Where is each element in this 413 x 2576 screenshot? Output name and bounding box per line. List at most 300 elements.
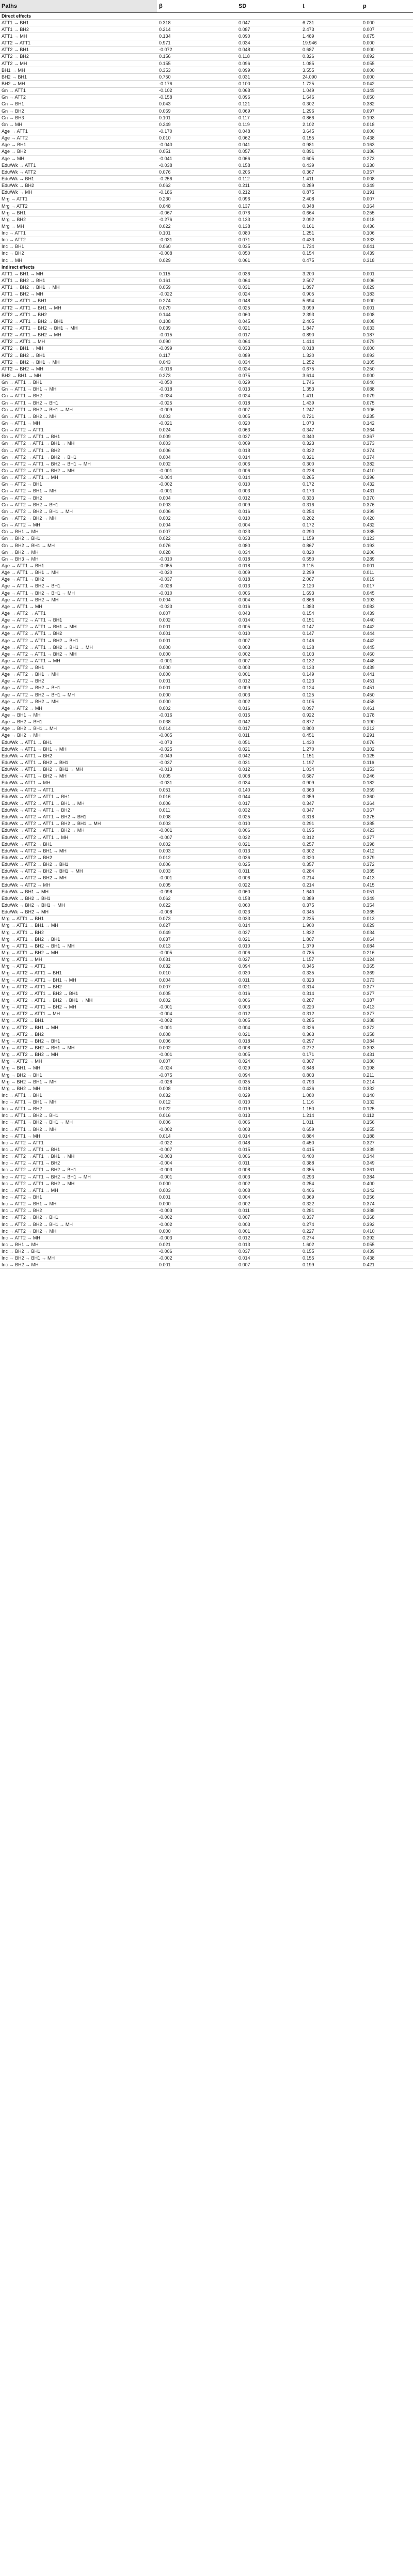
p-cell: 0.142: [361, 420, 413, 427]
path-cell: ATT2 → ATT1 → BH2 → MH: [0, 332, 157, 338]
p-cell: 0.442: [361, 637, 413, 644]
sd-cell: 0.018: [236, 576, 300, 583]
table-row: [0, 135, 413, 142]
table-row: [0, 787, 413, 794]
sd-cell: 0.094: [236, 963, 300, 970]
sd-cell: 0.003: [236, 488, 300, 494]
sd-cell: 0.031: [236, 284, 300, 291]
beta-cell: 0.115: [157, 271, 236, 277]
sd-cell: 0.087: [236, 26, 300, 33]
beta-cell: -0.013: [157, 766, 236, 773]
sd-cell: 0.011: [236, 1207, 300, 1214]
path-cell: Age → BH2 → BH1 → MH: [0, 725, 157, 732]
beta-cell: -0.002: [157, 1221, 236, 1228]
path-cell: ATT2 → ATT1 → BH2: [0, 312, 157, 318]
beta-cell: 0.003: [157, 848, 236, 855]
path-cell: Mrg → ATT2 → BH1 → MH: [0, 1024, 157, 1031]
path-cell: Inc → ATT1: [0, 230, 157, 237]
p-cell: 0.106: [361, 407, 413, 413]
t-cell: 1.414: [300, 338, 361, 345]
t-cell: 1.251: [300, 230, 361, 237]
beta-cell: -0.158: [157, 94, 236, 101]
beta-cell: 0.049: [157, 929, 236, 936]
sd-cell: 0.069: [236, 107, 300, 114]
p-cell: 0.332: [361, 1085, 413, 1092]
path-cell: Gn → ATT2 → ATT1 → BH2: [0, 447, 157, 454]
p-cell: 0.216: [361, 950, 413, 956]
path-cell: ATT2 → MH: [0, 60, 157, 67]
table-row: [0, 468, 413, 474]
p-cell: 0.083: [361, 603, 413, 610]
path-cell: Inc → BH2 → BH1: [0, 1248, 157, 1255]
table-row: [0, 692, 413, 699]
t-cell: 1.197: [300, 759, 361, 766]
beta-cell: 0.000: [157, 1201, 236, 1207]
path-cell: ATT1 → BH2 → MH: [0, 291, 157, 298]
sd-cell: 0.012: [236, 766, 300, 773]
table-row: [0, 87, 413, 94]
sd-cell: 0.119: [236, 121, 300, 128]
t-cell: 5.694: [300, 298, 361, 304]
beta-cell: 0.005: [157, 990, 236, 997]
t-cell: 1.725: [300, 81, 361, 87]
sd-cell: 0.004: [236, 597, 300, 603]
sd-cell: 0.071: [236, 237, 300, 243]
path-cell: Age → BH2: [0, 148, 157, 155]
sd-cell: 0.006: [236, 589, 300, 596]
beta-cell: -0.002: [157, 1255, 236, 1262]
p-cell: 0.412: [361, 848, 413, 855]
p-cell: 0.349: [361, 182, 413, 189]
t-cell: 1.320: [300, 352, 361, 359]
sd-cell: 0.009: [236, 685, 300, 691]
p-cell: 0.093: [361, 352, 413, 359]
p-cell: 0.377: [361, 990, 413, 997]
beta-cell: 0.155: [157, 60, 236, 67]
sd-cell: 0.024: [236, 291, 300, 298]
path-cell: Edu/Wk → ATT1 → BH2 → BH1 → MH: [0, 766, 157, 773]
table-row: [0, 182, 413, 189]
p-cell: 0.370: [361, 494, 413, 501]
p-cell: 0.106: [361, 230, 413, 237]
t-cell: 1.214: [300, 1112, 361, 1119]
beta-cell: -0.025: [157, 400, 236, 407]
sd-cell: 0.022: [236, 882, 300, 889]
sd-cell: 0.008: [236, 1167, 300, 1173]
sd-cell: 0.006: [236, 461, 300, 468]
t-cell: 0.172: [300, 481, 361, 488]
table-row: [0, 1181, 413, 1187]
table-row: [0, 658, 413, 664]
table-row: [0, 841, 413, 848]
header-paths: Paths: [0, 0, 157, 13]
table-row: [0, 807, 413, 814]
sd-cell: 0.118: [236, 53, 300, 60]
path-cell: Inc → BH1: [0, 243, 157, 250]
beta-cell: -0.176: [157, 81, 236, 87]
path-cell: Inc → ATT2 → ATT1 → BH2 → BH1: [0, 1167, 157, 1173]
p-cell: 0.357: [361, 169, 413, 176]
table-row: [0, 814, 413, 820]
path-cell: Edu/Wk → BH1 → MH: [0, 889, 157, 895]
table-row: [0, 1207, 413, 1214]
p-cell: 0.007: [361, 196, 413, 203]
p-cell: 0.410: [361, 1228, 413, 1235]
p-cell: 0.393: [361, 1045, 413, 1051]
p-cell: 0.376: [361, 502, 413, 508]
t-cell: 0.659: [300, 1126, 361, 1133]
beta-cell: 0.005: [157, 773, 236, 780]
path-cell: Inc → ATT1 → MH: [0, 1133, 157, 1140]
path-cell: Age → ATT2 → MH: [0, 705, 157, 712]
t-cell: 0.173: [300, 488, 361, 494]
table-row: [0, 583, 413, 589]
t-cell: 0.433: [300, 237, 361, 243]
p-cell: 0.354: [361, 902, 413, 909]
beta-cell: -0.003: [157, 1235, 236, 1242]
t-cell: 1.640: [300, 889, 361, 895]
t-cell: 0.149: [300, 671, 361, 678]
table-row: [0, 759, 413, 766]
beta-cell: 0.002: [157, 841, 236, 848]
table-row: [0, 699, 413, 705]
p-cell: 0.451: [361, 685, 413, 691]
sd-cell: 0.080: [236, 542, 300, 549]
path-cell: Mrg → MH: [0, 223, 157, 230]
sd-cell: 0.021: [236, 936, 300, 943]
path-cell: Mrg → BH1 → MH: [0, 1065, 157, 1072]
p-cell: 0.064: [361, 936, 413, 943]
table-row: [0, 1221, 413, 1228]
beta-cell: -0.010: [157, 589, 236, 596]
p-cell: 0.001: [361, 563, 413, 569]
beta-cell: 0.048: [157, 203, 236, 209]
sd-cell: 0.025: [236, 305, 300, 312]
t-cell: 0.272: [300, 1045, 361, 1051]
beta-cell: 0.062: [157, 182, 236, 189]
beta-cell: -0.022: [157, 291, 236, 298]
p-cell: 0.339: [361, 1146, 413, 1153]
sd-cell: 0.005: [236, 1051, 300, 1058]
table-row: [0, 26, 413, 33]
path-cell: Inc → ATT2 → ATT1 → BH2 → MH: [0, 1181, 157, 1187]
table-row: [0, 67, 413, 74]
path-cell: Edu/Wk → ATT2 → BH1 → MH: [0, 848, 157, 855]
t-cell: 1.353: [300, 386, 361, 393]
t-cell: 0.323: [300, 976, 361, 983]
t-cell: 0.322: [300, 1201, 361, 1207]
path-cell: ATT2 → BH2 → BH1 → MH: [0, 359, 157, 366]
table-row: [0, 984, 413, 990]
sd-cell: 0.063: [236, 427, 300, 433]
t-cell: 0.097: [300, 705, 361, 712]
t-cell: 0.123: [300, 678, 361, 685]
p-cell: 0.153: [361, 766, 413, 773]
p-cell: 0.149: [361, 87, 413, 94]
sd-cell: 0.013: [236, 1242, 300, 1248]
p-cell: 0.368: [361, 1214, 413, 1221]
t-cell: 0.359: [300, 794, 361, 800]
t-cell: 0.302: [300, 848, 361, 855]
sd-cell: 0.014: [236, 617, 300, 624]
path-cell: Inc → ATT2 → BH1 → MH: [0, 1201, 157, 1207]
beta-cell: 0.037: [157, 936, 236, 943]
beta-cell: 0.008: [157, 1031, 236, 1038]
beta-cell: 0.161: [157, 277, 236, 284]
sd-cell: 0.158: [236, 895, 300, 902]
path-cell: Edu/Wk → BH1: [0, 176, 157, 182]
p-cell: 0.125: [361, 1106, 413, 1112]
beta-cell: 0.022: [157, 902, 236, 909]
t-cell: 0.337: [300, 1214, 361, 1221]
path-coefficients-table: [0, 0, 413, 1269]
sd-cell: 0.075: [236, 373, 300, 379]
table-row: [0, 1045, 413, 1051]
p-cell: 0.029: [361, 284, 413, 291]
p-cell: 0.382: [361, 461, 413, 468]
sd-cell: 0.090: [236, 33, 300, 40]
t-cell: 1.011: [300, 1119, 361, 1126]
beta-cell: 0.001: [157, 685, 236, 691]
path-cell: Edu/Wk → ATT2 → BH2: [0, 855, 157, 861]
p-cell: 0.392: [361, 1235, 413, 1242]
path-cell: Age → ATT2 → ATT1 → MH: [0, 658, 157, 664]
table-row: [0, 705, 413, 712]
table-row: [0, 508, 413, 515]
sd-cell: 0.060: [236, 312, 300, 318]
sd-cell: 0.020: [236, 420, 300, 427]
p-cell: 0.156: [361, 1119, 413, 1126]
p-cell: 0.399: [361, 508, 413, 515]
t-cell: 0.214: [300, 875, 361, 881]
sd-cell: 0.050: [236, 250, 300, 257]
beta-cell: 0.028: [157, 549, 236, 556]
table-row: [0, 1174, 413, 1181]
table-row: [0, 393, 413, 399]
beta-cell: 0.001: [157, 1262, 236, 1268]
sd-cell: 0.064: [236, 338, 300, 345]
path-cell: Mrg → BH2 → BH1 → MH: [0, 1079, 157, 1085]
path-cell: Age → ATT2 → BH2 → BH1: [0, 685, 157, 691]
path-cell: Inc → ATT1 → BH2: [0, 1106, 157, 1112]
t-cell: 6.731: [300, 20, 361, 26]
beta-cell: 0.029: [157, 257, 236, 264]
sd-cell: 0.002: [236, 699, 300, 705]
sd-cell: 0.006: [236, 997, 300, 1004]
path-cell: ATT2 → ATT1 → MH: [0, 338, 157, 345]
p-cell: 0.019: [361, 576, 413, 583]
p-cell: 0.440: [361, 617, 413, 624]
section-row: [0, 264, 413, 271]
path-cell: Gn → ATT1 → BH1: [0, 379, 157, 386]
sd-cell: 0.013: [236, 386, 300, 393]
sd-cell: 0.009: [236, 502, 300, 508]
sd-cell: 0.003: [236, 1126, 300, 1133]
beta-cell: -0.005: [157, 732, 236, 739]
t-cell: 2.473: [300, 26, 361, 33]
p-cell: 0.364: [361, 427, 413, 433]
sd-cell: 0.014: [236, 922, 300, 929]
table-row: [0, 868, 413, 875]
sd-cell: 0.036: [236, 271, 300, 277]
table-row: [0, 624, 413, 630]
t-cell: 24.090: [300, 74, 361, 81]
path-cell: Gn → ATT2 → BH2: [0, 494, 157, 501]
beta-cell: 0.016: [157, 794, 236, 800]
beta-cell: 0.007: [157, 610, 236, 617]
p-cell: 0.255: [361, 1126, 413, 1133]
table-row: [0, 739, 413, 746]
table-row: [0, 1079, 413, 1085]
t-cell: 0.326: [300, 53, 361, 60]
beta-cell: 0.002: [157, 515, 236, 522]
t-cell: 2.405: [300, 318, 361, 325]
table-row: [0, 1099, 413, 1106]
beta-cell: -0.008: [157, 250, 236, 257]
sd-cell: 0.004: [236, 1024, 300, 1031]
p-cell: 0.102: [361, 746, 413, 753]
p-cell: 0.132: [361, 1099, 413, 1106]
path-cell: Gn → ATT2 → BH2 → MH: [0, 515, 157, 522]
p-cell: 0.001: [361, 305, 413, 312]
beta-cell: 0.014: [157, 1133, 236, 1140]
table-row: [0, 413, 413, 420]
t-cell: 0.018: [300, 345, 361, 352]
path-cell: Mrg → BH2 → BH1: [0, 1072, 157, 1078]
p-cell: 0.055: [361, 1242, 413, 1248]
table-row: [0, 176, 413, 182]
sd-cell: 0.121: [236, 101, 300, 107]
t-cell: 1.252: [300, 359, 361, 366]
sd-cell: 0.024: [236, 366, 300, 373]
t-cell: 1.489: [300, 33, 361, 40]
sd-cell: 0.018: [236, 1038, 300, 1045]
table-row: [0, 1065, 413, 1072]
t-cell: 1.734: [300, 243, 361, 250]
table-row: [0, 1011, 413, 1017]
path-cell: Inc → ATT2 → ATT1 → BH2: [0, 1160, 157, 1167]
path-cell: Inc → ATT2: [0, 237, 157, 243]
p-cell: 0.388: [361, 1207, 413, 1214]
path-cell: Age → ATT1 → BH2 → MH: [0, 597, 157, 603]
table-row: [0, 101, 413, 107]
path-cell: Gn → ATT1 → BH2 → MH: [0, 413, 157, 420]
sd-cell: 0.060: [236, 889, 300, 895]
t-cell: 2.393: [300, 312, 361, 318]
sd-cell: 0.029: [236, 1065, 300, 1072]
sd-cell: 0.007: [236, 637, 300, 644]
path-cell: Gn → ATT1 → BH2: [0, 393, 157, 399]
table-row: [0, 203, 413, 209]
path-cell: Edu/Wk → BH2 → BH1: [0, 895, 157, 902]
t-cell: 2.067: [300, 576, 361, 583]
t-cell: 0.214: [300, 882, 361, 889]
beta-cell: 0.006: [157, 1119, 236, 1126]
sd-cell: 0.021: [236, 841, 300, 848]
path-cell: Mrg → ATT2 → ATT1 → BH2 → MH: [0, 1004, 157, 1011]
t-cell: 0.890: [300, 332, 361, 338]
path-cell: Edu/Wk → ATT2 → MH: [0, 882, 157, 889]
t-cell: 0.875: [300, 189, 361, 196]
sd-cell: 0.011: [236, 976, 300, 983]
p-cell: 0.384: [361, 1038, 413, 1045]
path-cell: ATT1 → BH1 → MH: [0, 271, 157, 277]
table-row: [0, 712, 413, 719]
p-cell: 0.356: [361, 1194, 413, 1201]
path-cell: Inc → ATT2 → ATT1 → BH2 → BH1 → MH: [0, 1174, 157, 1181]
beta-cell: -0.002: [157, 1017, 236, 1024]
sd-cell: 0.001: [236, 1228, 300, 1235]
sd-cell: 0.007: [236, 407, 300, 413]
path-cell: Age → ATT2 → ATT1 → BH1 → MH: [0, 624, 157, 630]
path-cell: Age → ATT2 → BH1 → MH: [0, 671, 157, 678]
path-cell: Mrg → ATT2 → ATT1 → BH2 → BH1: [0, 990, 157, 997]
beta-cell: 0.750: [157, 74, 236, 81]
path-cell: Age → ATT2 → ATT1 → BH2 → MH: [0, 651, 157, 658]
path-cell: Mrg → ATT1 → BH2 → BH1 → MH: [0, 943, 157, 950]
sd-cell: 0.035: [236, 243, 300, 250]
table-row: [0, 1112, 413, 1119]
beta-cell: 0.012: [157, 855, 236, 861]
p-cell: 0.006: [361, 277, 413, 284]
t-cell: 0.227: [300, 1228, 361, 1235]
p-cell: 0.359: [361, 787, 413, 794]
t-cell: 0.320: [300, 855, 361, 861]
table-row: [0, 875, 413, 881]
table-row: [0, 107, 413, 114]
path-cell: Mrg → BH1: [0, 210, 157, 216]
table-row: [0, 732, 413, 739]
beta-cell: -0.050: [157, 379, 236, 386]
sd-cell: 0.017: [236, 800, 300, 807]
table-row: [0, 298, 413, 304]
sd-cell: 0.044: [236, 794, 300, 800]
t-cell: 0.375: [300, 902, 361, 909]
beta-cell: 0.000: [157, 699, 236, 705]
sd-cell: 0.029: [236, 379, 300, 386]
p-cell: 0.235: [361, 413, 413, 420]
path-cell: Age → ATT2 → BH2 → BH1 → MH: [0, 692, 157, 699]
t-cell: 2.507: [300, 277, 361, 284]
t-cell: 19.946: [300, 40, 361, 46]
beta-cell: -0.037: [157, 759, 236, 766]
t-cell: 0.475: [300, 257, 361, 264]
sd-cell: 0.045: [236, 318, 300, 325]
beta-cell: 0.003: [157, 868, 236, 875]
sd-cell: 0.006: [236, 1153, 300, 1160]
table-row: [0, 148, 413, 155]
table-row: [0, 1092, 413, 1099]
t-cell: 1.439: [300, 400, 361, 407]
t-cell: 0.138: [300, 644, 361, 651]
table-header: [0, 0, 413, 13]
path-cell: Mrg → ATT2 → BH2 → BH1: [0, 1038, 157, 1045]
beta-cell: -0.055: [157, 563, 236, 569]
beta-cell: 0.000: [157, 651, 236, 658]
t-cell: 0.389: [300, 895, 361, 902]
t-cell: 2.235: [300, 915, 361, 922]
t-cell: 2.092: [300, 216, 361, 223]
sd-cell: 0.211: [236, 182, 300, 189]
p-cell: 0.369: [361, 970, 413, 976]
table-row: [0, 20, 413, 26]
p-cell: 0.420: [361, 515, 413, 522]
table-row: [0, 400, 413, 407]
table-row: [0, 725, 413, 732]
path-cell: Gn → ATT2 → ATT1 → MH: [0, 474, 157, 481]
table-row: [0, 210, 413, 216]
table-row: [0, 81, 413, 87]
